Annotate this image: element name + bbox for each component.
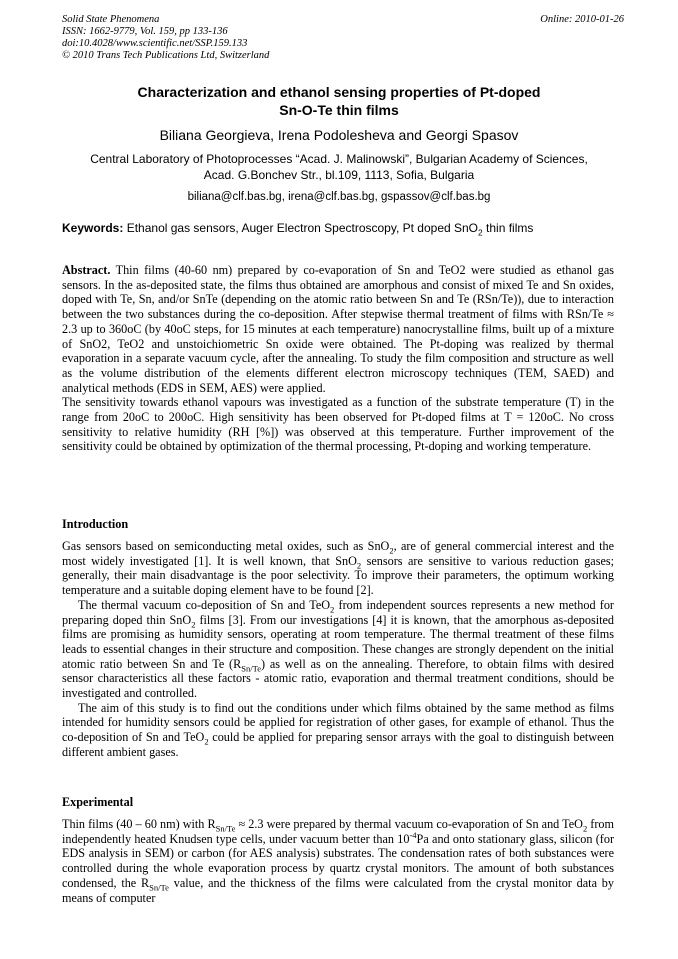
intro-text: from independent sources represents a new method for preparing doped thin SnO [62, 597, 614, 627]
experimental-body [62, 817, 614, 905]
title-line-1: Characterization and ethanol sensing properties of Pt-doped [137, 84, 541, 100]
keywords [62, 221, 622, 238]
journal-header [62, 14, 269, 62]
exp-text: ≈ 2.3 were prepared by thermal vacuum co-evaporation of Sn and TeO [235, 817, 583, 831]
abstract-label: Abstract. [62, 263, 111, 277]
intro-text: could be applied for preparing sensor arrays with the goal to distinguish between different ambient gases. [62, 730, 614, 759]
journal-doi: doi:10.4028/www.scientific.net/SSP.159.133 [62, 38, 248, 49]
affiliation [62, 151, 616, 183]
keywords-tail: thin films [482, 221, 534, 235]
affiliation-line-2: Acad. G.Bonchev Str., bl.109, 1113, Sofia, Bulgaria [203, 168, 475, 182]
intro-text: The aim of this study is to find out the conditions under which films obtained by the same method as films intended for humidity sensors could be applied for registration of other gases, for example of ethanol. Thus the co-deposition of Sn and TeO [62, 700, 614, 745]
author-1: Biliana Georgieva [159, 127, 271, 143]
subscript: 2 [356, 560, 362, 571]
intro-text: sensors are sensitive to various reduction gases; generally, their main disadvantage is the poor selectivity. To improve their parameters, the optimum working temperature and a suitable doping element have to be found [2]. [62, 553, 614, 598]
subscript: 2 [582, 823, 588, 834]
subscript: Sn/Te [149, 882, 169, 893]
exp-text: Thin films (40 – 60 nm) with R [62, 817, 216, 831]
exp-paragraph-1 [62, 817, 614, 905]
exp-text: value, and the thickness of the films were calculated from the crystal monitor data by means of computer [62, 875, 614, 905]
intro-text: , are of general commercial interest and the most widely investigated [1]. It is well known, that SnO [62, 539, 614, 568]
intro-text: Gas sensors based on semiconducting metal oxides, such as SnO [62, 539, 390, 553]
subscript: 2 [389, 545, 394, 556]
exp-text: from independently heated Knudsen type cells, under vacuum better than 10 [62, 817, 614, 846]
affiliation-line-1: Central Laboratory of Photoprocesses “Acad. J. Malinowski”, Bulgarian Academy of Sciences, [90, 152, 588, 166]
author-3: Georgi Spasov [425, 127, 519, 143]
author-2: Irena Podolesheva [277, 127, 395, 143]
intro-text: The thermal vacuum co-deposition of Sn and TeO [78, 597, 331, 612]
title-line-2: Sn-O-Te thin films [279, 102, 399, 118]
intro-paragraph-2 [62, 598, 614, 701]
intro-paragraph-3 [62, 701, 614, 760]
subscript: 2 [191, 618, 196, 629]
intro-paragraph-1 [62, 539, 614, 598]
superscript: -4 [409, 829, 417, 840]
journal-name: Solid State Phenomena [62, 14, 160, 25]
keywords-label: Keywords: [62, 221, 124, 235]
journal-issn: ISSN: 1662-9779, Vol. 159, pp 133-136 [62, 26, 228, 37]
intro-text: films [3]. From our investigations [4] it is known, that the amorphous as-deposited films are promising as humidity sensors, operating at room temperature. The thermal treatment of these films leads to essential changes in their structure and composition. These changes are strongly dependent on the initial atomic ratio between Sn and Te (R [62, 612, 614, 671]
abstract [62, 263, 614, 454]
online-date: Online: 2010-01-26 [540, 14, 624, 25]
section-heading-experimental: Experimental [62, 795, 134, 809]
introduction-body [62, 539, 614, 760]
section-heading-introduction: Introduction [62, 517, 129, 531]
keywords-text: Ethanol gas sensors, Auger Electron Spectroscopy, Pt doped SnO [126, 221, 479, 235]
subscript: 2 [330, 604, 335, 615]
keywords-sub: 2 [478, 227, 483, 238]
subscript: 2 [204, 736, 209, 747]
exp-text: Pa and onto stationary glass, silicon (for EDS analysis in SEM) or carbon (for AES analysis) substrates. The condensation rates of both substances were controlled during the whole evaporation process by quartz crystal monitors. The amount of both substances condensed, the R [62, 831, 615, 890]
paper-title [62, 83, 616, 119]
subscript: Sn/Te [241, 663, 262, 674]
journal-copyright: © 2010 Trans Tech Publications Ltd, Switzerland [62, 50, 270, 61]
subscript: Sn/Te [215, 823, 236, 834]
abstract-paragraph-1 [62, 263, 614, 395]
author-emails: biliana@clf.bas.bg, irena@clf.bas.bg, gspassov@clf.bas.bg [187, 191, 491, 203]
abstract-text-1: Thin films (40-60 nm) prepared by co-evaporation of Sn and TeO2 were studied as ethanol gas sensors. In the as-deposited state, the films thus obtained are amorphous and consist of mixed Te and Sn oxides, doped with Te, Sn, and/or SnTe (depending on the atomic ratio between Sn and Te (RSn/Te)), due to interaction between the two substances during the co-deposition. After stepwise thermal treatment of films with RSn/Te ≈ 2.3 up to 360oC (by 40oC steps, for 15 minutes at each temperature) nanocrystalline films, built up of a mixture of SnO2, TeO2 and unstoichiometric Sn oxide were obtained. The Pt-doping was realized by thermal evaporation in a separate vacuum cycle, after the annealing. To study the film composition and structure as well as the volume distribution of the elements different electron microscopy techniques (TEM, SAED) and analytical methods (EDS in SEM, AES) were applied. [62, 263, 614, 395]
intro-text: ) as well as on the annealing. Therefore, to obtain films with desired sensor characteristics all these factors - atomic ratio, evaporation and thermal treatment conditions, should be investigated and controlled. [62, 656, 614, 701]
author-list: Biliana Georgieva, Irena Podolesheva and Georgi Spasov [159, 127, 519, 143]
abstract-paragraph-2: The sensitivity towards ethanol vapours was investigated as a function of the substrate temperature (T) in the range from 20oC to 200oC. High sensitivity has been observed for Pt-doped films at T = 120oC. No cross sensitivity to relative humidity (RH [%]) was observed at this temperature. Further improvement of the sensitivity could be obtained by optimization of the thermal processing, Pt-doping and working temperature. [62, 395, 614, 454]
